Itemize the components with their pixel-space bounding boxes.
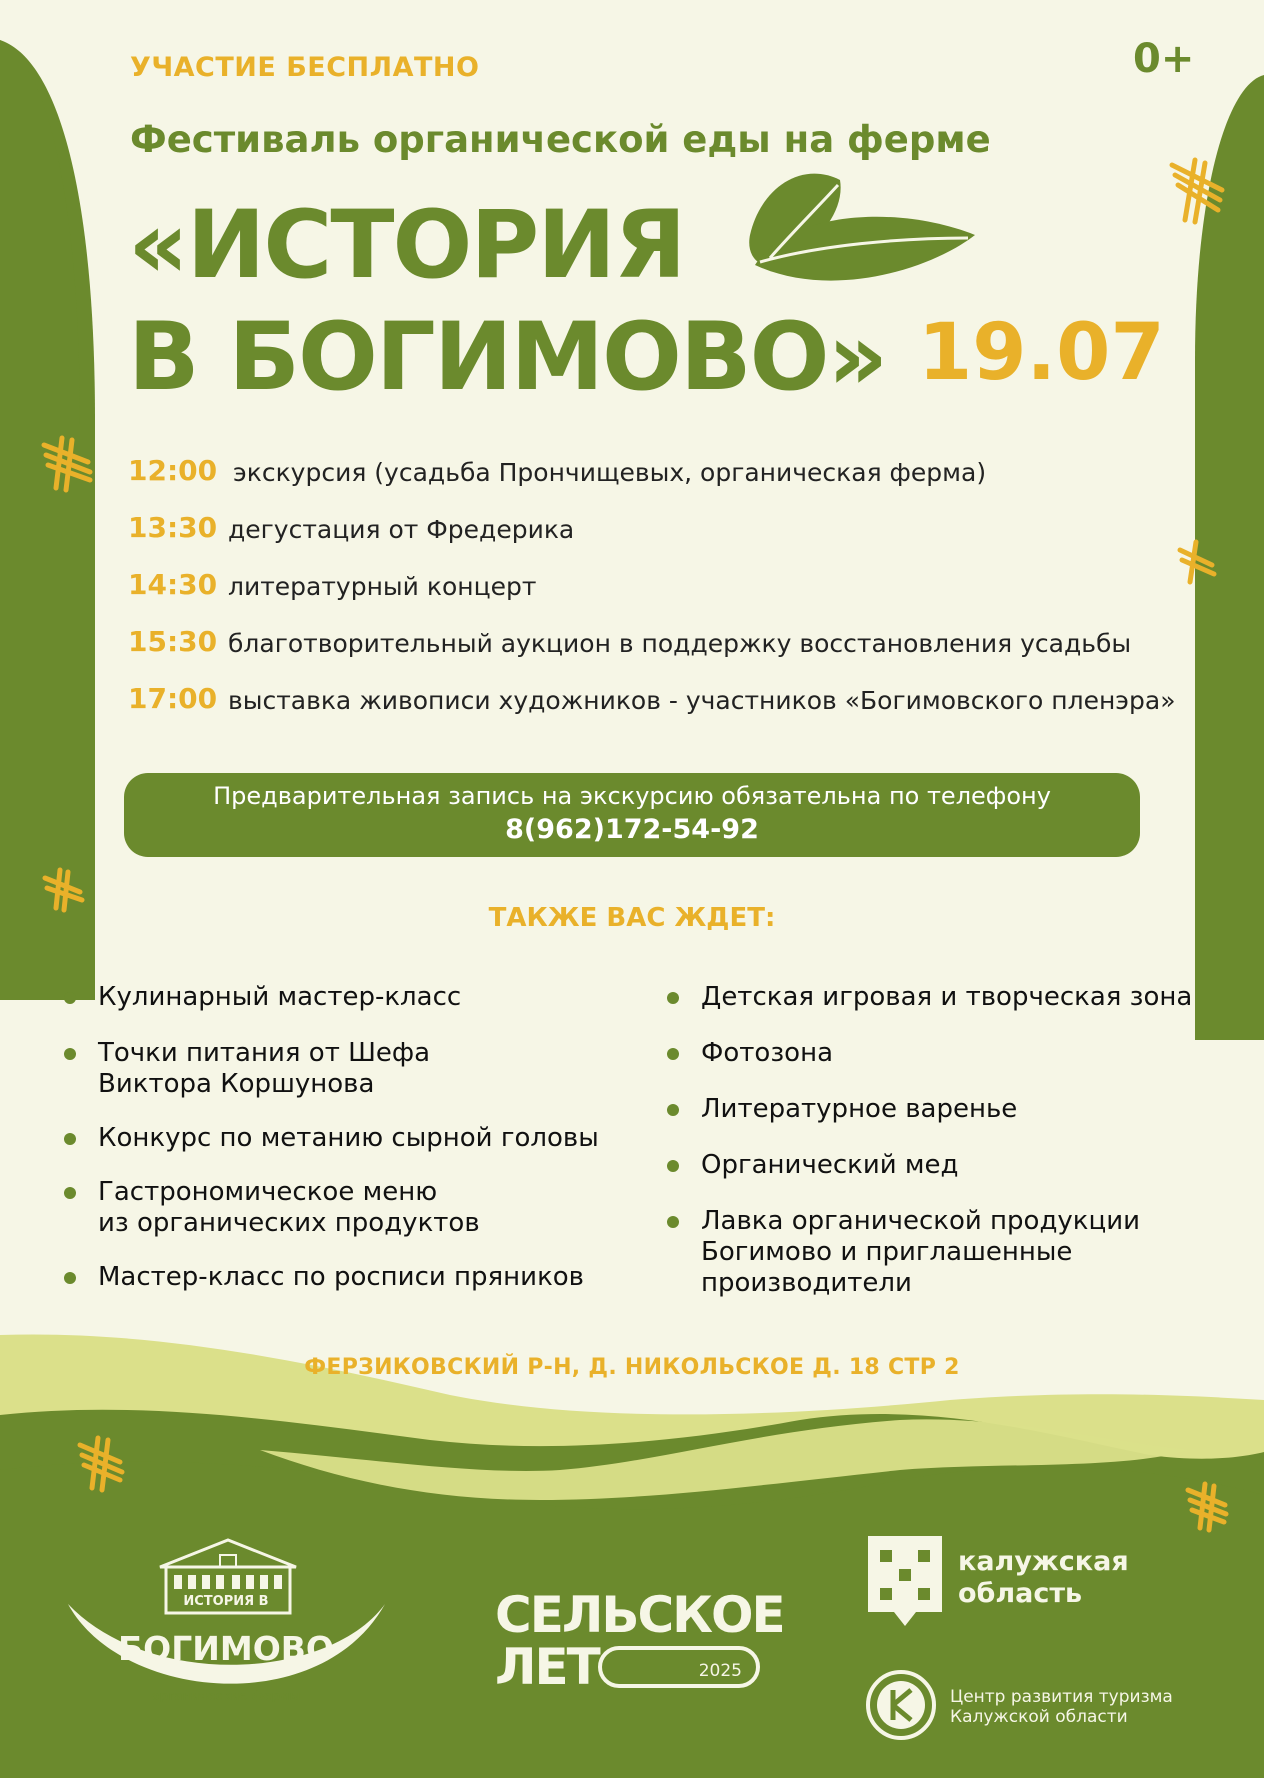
schedule-text: экскурсия (усадьба Прончищевых, органическая ферма): [233, 458, 987, 487]
also-list-right: [665, 982, 1225, 1299]
bogimovo-small-text: ИСТОРИЯ В: [183, 1594, 269, 1609]
also-title: ТАКЖЕ ВАС ЖДЕТ:: [488, 903, 776, 933]
list-item: Кулинарный мастер-класс: [62, 982, 642, 1013]
schedule-time: 13:30: [128, 511, 218, 544]
festival-title: [128, 190, 886, 414]
list-item: Точки питания от Шефа Виктора Коршунова: [62, 1038, 642, 1100]
bogimovo-big-text: БОГИМОВО: [118, 1629, 334, 1668]
center-line1: Центр развития туризма: [950, 1687, 1173, 1707]
schedule-row: [128, 682, 1178, 739]
kaluga-line1: калужская: [958, 1546, 1129, 1577]
registration-text: Предварительная запись на экскурсию обязательна по телефону: [213, 782, 1051, 810]
selskoe-line1: СЕЛЬСКОЕ: [495, 1586, 784, 1644]
schedule-row: [128, 625, 1178, 682]
schedule-time: 17:00: [128, 682, 218, 715]
list-item: Конкурс по метанию сырной головы: [62, 1123, 642, 1154]
schedule-text: благотворительный аукцион в поддержку восстановления усадьбы: [228, 629, 1132, 658]
registration-banner: [124, 773, 1140, 857]
schedule-row: [128, 568, 1178, 625]
schedule-row: [128, 454, 1178, 511]
age-rating: 0+: [1133, 36, 1195, 82]
also-list-left: [62, 982, 642, 1293]
phone-number[interactable]: 8(962)172-54-92: [505, 814, 759, 845]
schedule-row: [128, 511, 1178, 568]
schedule-text: дегустация от Фредерика: [228, 515, 575, 544]
schedule-text: литературный концерт: [228, 572, 537, 601]
schedule-time: 12:00: [128, 454, 218, 487]
festival-subtitle: Фестиваль органической еды на ферме: [130, 118, 991, 161]
list-item: Органический мед: [665, 1150, 1225, 1181]
tourism-center-icon: [868, 1672, 934, 1738]
right-arch-shape: [1195, 75, 1264, 1040]
list-item: Детская игровая и творческая зона: [665, 982, 1225, 1013]
event-date: 19.07: [918, 308, 1165, 398]
schedule-time: 15:30: [128, 625, 218, 658]
kaluga-line2: область: [958, 1578, 1083, 1609]
selskoe-year: 2025: [698, 1661, 742, 1681]
schedule: [128, 454, 1178, 739]
schedule-text: выставка живописи художников - участников «Богимовского пленэра»: [228, 686, 1176, 715]
center-line2: Калужской области: [950, 1707, 1128, 1727]
event-address: ФЕРЗИКОВСКИЙ Р-Н, Д. НИКОЛЬСКОЕ Д. 18 СТР 2: [304, 1355, 960, 1380]
title-line1: «ИСТОРИЯ: [128, 191, 685, 300]
list-item: Лавка органической продукции Богимово и приглашенные производители: [665, 1206, 1225, 1299]
list-item: Гастрономическое меню из органических продуктов: [62, 1177, 642, 1239]
selskoe-line2: ЛЕТ: [495, 1638, 599, 1696]
list-item: Мастер-класс по росписи пряников: [62, 1262, 642, 1293]
title-line2: В БОГИМОВО»: [128, 303, 887, 412]
free-participation-label: УЧАСТИЕ БЕСПЛАТНО: [130, 52, 480, 83]
list-item: Литературное варенье: [665, 1094, 1225, 1125]
bogimovo-arc-text: органические фермы: [151, 1689, 301, 1703]
schedule-time: 14:30: [128, 568, 218, 601]
list-item: Фотозона: [665, 1038, 1225, 1069]
